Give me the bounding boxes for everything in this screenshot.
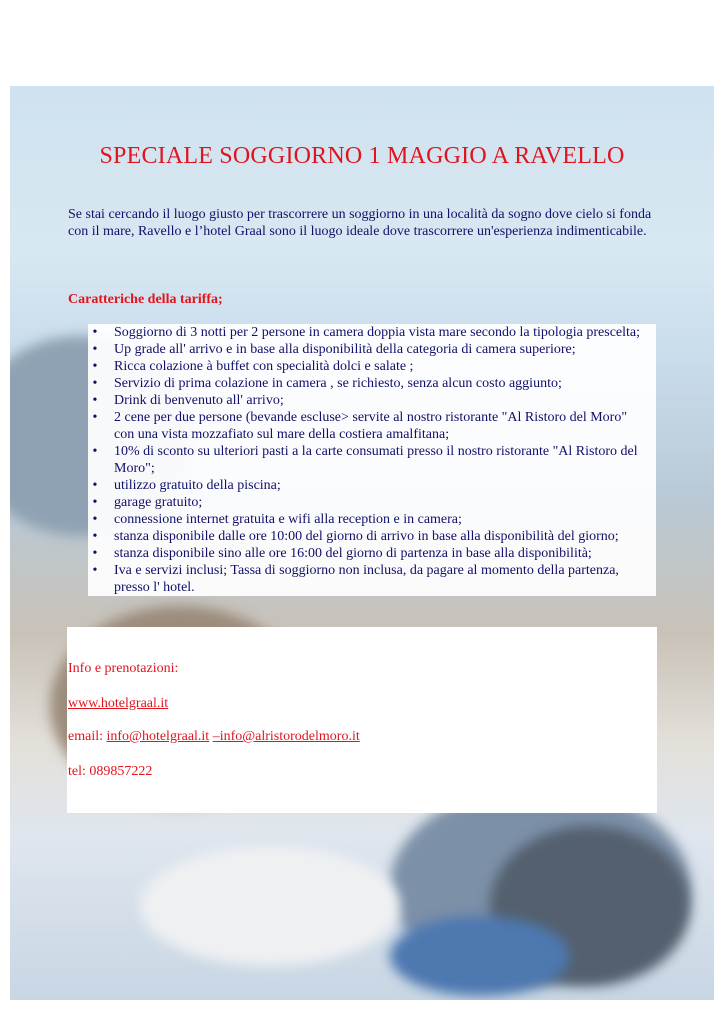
- bullet-icon: •: [92, 512, 98, 527]
- bullet-icon: •: [92, 563, 98, 578]
- email-link-ristoro[interactable]: –info@alristorodelmoro.it: [212, 729, 360, 744]
- bullet-icon: •: [92, 376, 98, 391]
- photo-blue-shape: [390, 916, 570, 996]
- info-box: [67, 627, 657, 813]
- email-label: email:: [68, 729, 103, 744]
- website-line: [68, 696, 168, 712]
- bullet-icon: •: [92, 444, 98, 459]
- list-item: • Servizio di prima colazione in camera , se richiesto, senza alcun costo aggiunto;: [88, 375, 656, 392]
- bullet-icon: •: [92, 546, 98, 561]
- bullet-icon: •: [92, 342, 98, 357]
- list-item: • utilizzo gratuito della piscina;: [88, 477, 656, 494]
- bullet-icon: •: [92, 495, 98, 510]
- bullet-icon: •: [92, 478, 98, 493]
- features-list: [88, 324, 656, 596]
- info-heading: Info e prenotazioni:: [68, 661, 179, 676]
- list-item: • Iva e servizi inclusi; Tassa di soggiorno non inclusa, da pagare al momento della partenza, presso l' hotel.: [88, 562, 656, 596]
- list-item: • garage gratuito;: [88, 494, 656, 511]
- list-item: • 10% di sconto su ulteriori pasti a la carte consumati presso il nostro ristorante "Al Ristoro del Moro";: [88, 443, 656, 477]
- list-item: • Drink di benvenuto all' arrivo;: [88, 392, 656, 409]
- page-title: SPECIALE SOGGIORNO 1 MAGGIO A RAVELLO: [99, 143, 625, 169]
- bullet-icon: •: [92, 359, 98, 374]
- intro-paragraph: Se stai cercando il luogo giusto per trascorrere un soggiorno in una località da sogno dove cielo si fonda con il mare, Ravello e l’hotel Graal sono il luogo ideale dove trascorrere un'esperienza indimenticabile.: [68, 207, 652, 239]
- list-item: • Up grade all' arrivo e in base alla disponibilità della categoria di camera superiore;: [88, 341, 656, 358]
- list-item: • stanza disponibile sino alle ore 16:00 del giorno di partenza in base alla disponibilità;: [88, 545, 656, 562]
- features-heading: Caratteriche della tariffa;: [68, 292, 223, 307]
- website-link[interactable]: www.hotelgraal.it: [68, 696, 169, 711]
- bullet-icon: •: [92, 529, 98, 544]
- bullet-icon: •: [92, 393, 98, 408]
- list-item: • 2 cene per due persone (bevande escluse> servite al nostro ristorante "Al Ristoro del Moro" con una vista mozzafiato sul mare della costiera amalfitana;: [88, 409, 656, 443]
- list-item: • Soggiorno di 3 notti per 2 persone in camera doppia vista mare secondo la tipologia prescelta;: [88, 324, 656, 341]
- list-item: • stanza disponibile dalle ore 10:00 del giorno di arrivo in base alla disponibilità del giorno;: [88, 528, 656, 545]
- bullet-icon: •: [92, 325, 98, 340]
- bullet-icon: •: [92, 410, 98, 425]
- photo-light-shape: [140, 846, 400, 966]
- list-item: • Ricca colazione à buffet con specialità dolci e salate ;: [88, 358, 656, 375]
- email-link-hotel[interactable]: info@hotelgraal.it: [106, 729, 210, 744]
- list-item: • connessione internet gratuita e wifi alla reception e in camera;: [88, 511, 656, 528]
- email-line: [68, 729, 360, 745]
- phone-line: tel: 089857222: [68, 764, 153, 779]
